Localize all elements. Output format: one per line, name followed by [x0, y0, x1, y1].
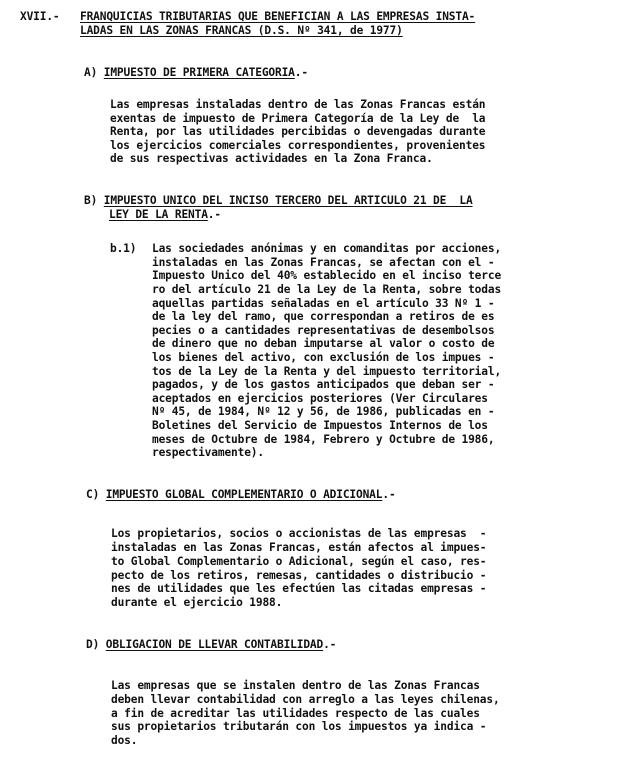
- item-b1-line-4: ro del artículo 21 de la Ley de la Renta, sobre todas: [152, 283, 502, 296]
- item-b1-line-7: pecies o a cantidades representativas de desembolsos: [152, 324, 495, 337]
- section-c-heading: [86, 488, 396, 502]
- section-c-title: IMPUESTO GLOBAL COMPLEMENTARIO O ADICIONAL: [105, 488, 383, 501]
- section-a-line-3: Renta, por las utilidades percibidas o devengadas durante: [110, 125, 486, 138]
- section-a-heading: [84, 66, 308, 80]
- section-a-line-2: exentas de impuesto de Primera Categoría de la Ley de la: [110, 112, 486, 125]
- section-d-line-2: deben llevar contabilidad con arreglo a las leyes chilenas,: [111, 693, 500, 706]
- section-d-line-3: a fin de acreditar las utilidades respecto de las cuales: [111, 707, 480, 720]
- section-b-heading-2: [109, 208, 221, 222]
- item-b1-line-3: Impuesto Unico del 40% establecido en el inciso terce: [152, 269, 502, 282]
- section-c-line-2: instaladas en las Zonas Francas, están afectos al impues-: [111, 541, 487, 554]
- item-b1-line-15: meses de Octubre de 1984, Febrero y Octubre de 1986,: [152, 433, 495, 446]
- section-a-title: IMPUESTO DE PRIMERA CATEGORIA: [103, 66, 295, 79]
- section-b-title-line-2: LEY DE LA RENTA: [109, 208, 208, 221]
- page-title-line-2: LADAS EN LAS ZONAS FRANCAS (D.S. Nº 341, de 1977): [80, 24, 403, 37]
- section-b-suffix: .-: [207, 208, 221, 221]
- section-c-line-3: to Global Complementario o Adicional, según el caso, res-: [111, 555, 487, 568]
- section-c-line-6: durante el ejercicio 1988.: [111, 596, 283, 609]
- item-b1-line-11: pagados, y de los gastos anticipados que deban ser -: [152, 378, 495, 391]
- section-a-suffix: .-: [294, 66, 308, 79]
- section-d-line-1: Las empresas que se instalen dentro de las Zonas Francas: [111, 679, 480, 692]
- section-b-heading: [84, 194, 473, 208]
- item-b1-line-16: respectivamente).: [152, 446, 264, 459]
- section-b-letter: B): [84, 194, 98, 207]
- section-d-heading: [86, 638, 336, 652]
- section-d-line-4: sus propietarios tributarán con los impuestos ya indica -: [111, 720, 487, 733]
- item-b1-line-12: aceptados en ejercicios posteriores (Ver Circulares: [152, 392, 488, 405]
- page-title-line-1: FRANQUICIAS TRIBUTARIAS QUE BENEFICIAN A LAS EMPRESAS INSTA-: [80, 10, 476, 23]
- section-d-suffix: .-: [323, 638, 337, 651]
- item-b1-line-2: instaladas en las Zonas Francas, se afectan con el -: [152, 256, 495, 269]
- item-b1-line-1: Las sociedades anónimas y en comanditas por acciones,: [152, 242, 502, 255]
- section-a-line-1: Las empresas instaladas dentro de las Zonas Francas están: [110, 98, 486, 111]
- section-c-line-4: pecto de los retiros, remesas, cantidades o distribucio -: [111, 569, 487, 582]
- section-a-line-4: los ejercicios comerciales correspondientes, provenientes: [110, 139, 486, 152]
- item-b1-line-14: Boletines del Servicio de Impuestos Internos de los: [152, 419, 488, 432]
- section-c-suffix: .-: [382, 488, 396, 501]
- section-c-letter: C): [86, 488, 100, 501]
- item-b1-line-13: Nº 45, de 1984, Nº 12 y 56, de 1986, publicadas en -: [152, 405, 495, 418]
- section-d-title: OBLIGACION DE LLEVAR CONTABILIDAD: [105, 638, 324, 651]
- item-b1-line-8: de dinero que no deban imputarse al valor o costo de: [152, 337, 495, 350]
- item-b1-line-5: aquellas partidas señaladas en el artículo 33 Nº 1 -: [152, 297, 495, 310]
- item-b1-line-9: los bienes del activo, con exclusión de los impues -: [152, 351, 495, 364]
- section-c-line-1: Los propietarios, socios o accionistas de las empresas -: [111, 527, 487, 540]
- section-a-line-5: de sus respectivas actividades en la Zona Franca.: [110, 152, 433, 165]
- section-c-line-5: nes de utilidades que les efectúen las citadas empresas -: [111, 582, 487, 595]
- item-b1-line-6: de la ley del ramo, que correspondan a retiros de es: [152, 310, 495, 323]
- section-number: XVII.-: [20, 10, 60, 23]
- section-d-line-5: dos.: [111, 734, 138, 747]
- item-b1-label: b.1): [110, 242, 137, 255]
- section-a-letter: A): [84, 66, 98, 79]
- section-b-title-line-1: IMPUESTO UNICO DEL INCISO TERCERO DEL ARTICULO 21 DE LA: [103, 194, 473, 207]
- item-b1-line-10: tos de la Ley de la Renta y del impuesto territorial,: [152, 365, 502, 378]
- section-d-letter: D): [86, 638, 100, 651]
